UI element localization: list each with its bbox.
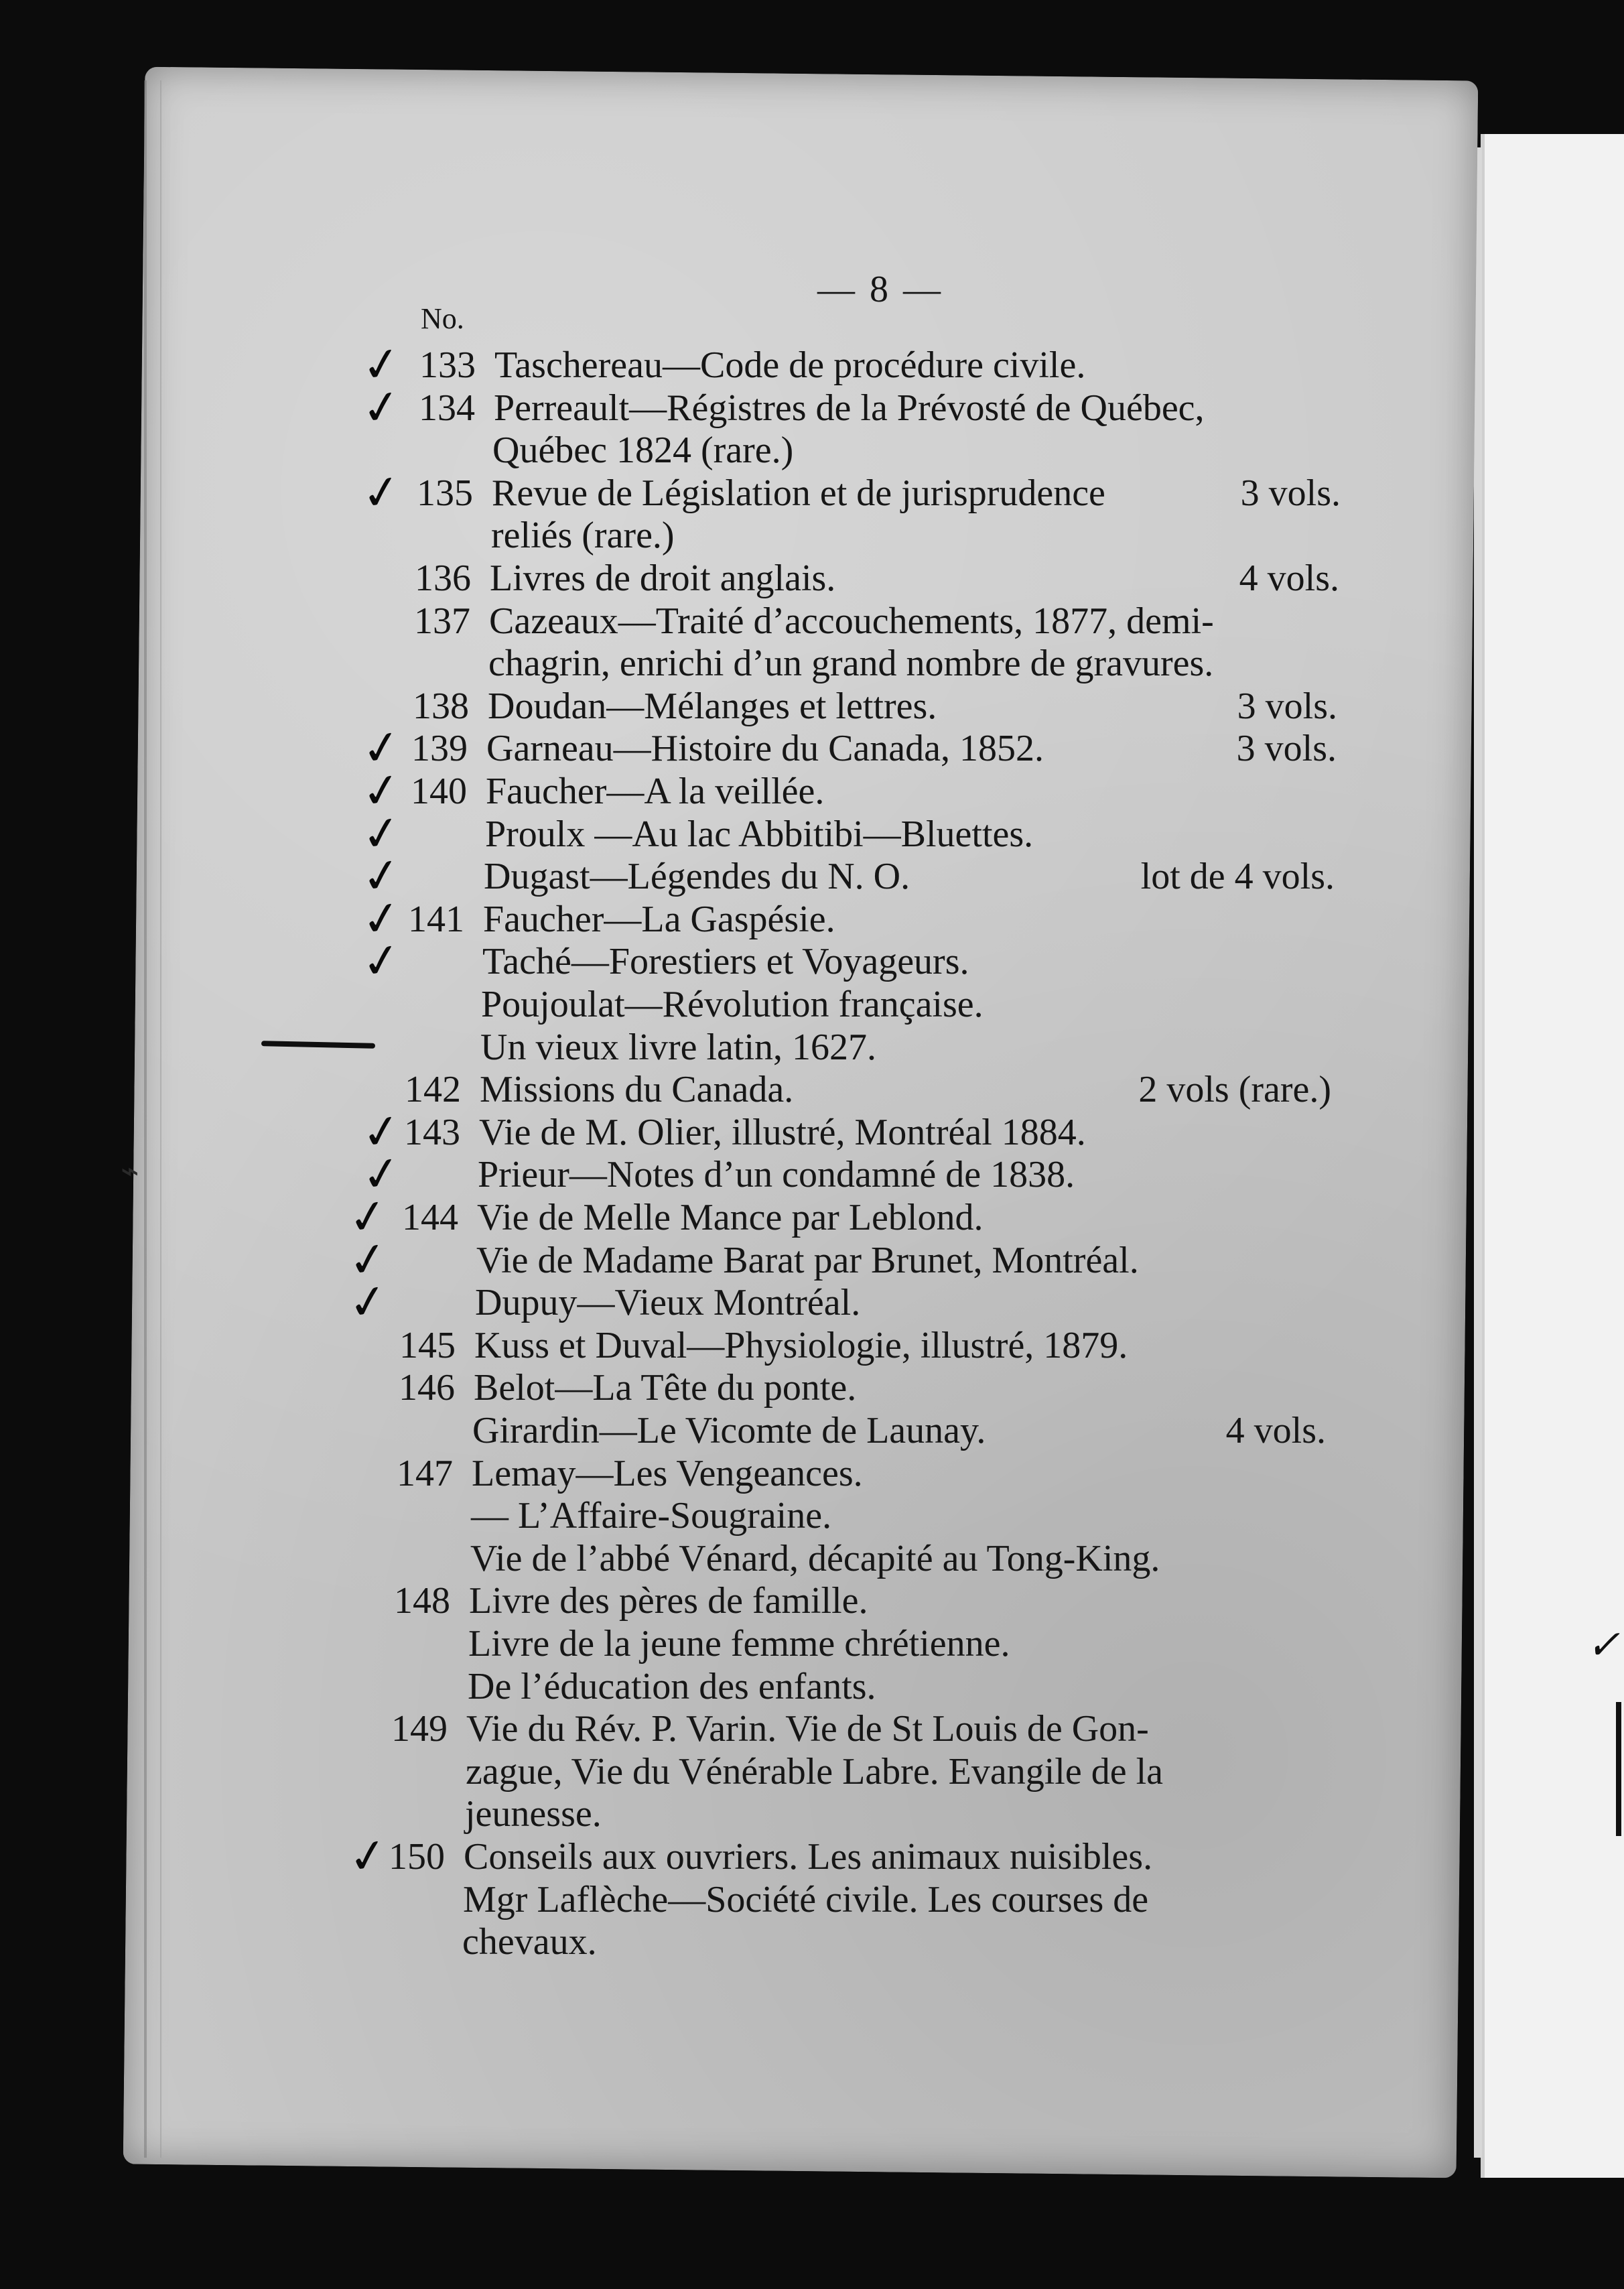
entry-title: Livres de droit anglais. bbox=[490, 558, 836, 599]
catalog-entry bbox=[0, 643, 1624, 683]
entry-title: Livre des pères de famille. bbox=[469, 1580, 868, 1622]
entry-volume-note: 3 vols. bbox=[1240, 472, 1341, 514]
catalog-entry bbox=[0, 686, 1624, 726]
entry-title: Taché—Forestiers et Voyageurs. bbox=[482, 941, 969, 982]
entry-number: 137 bbox=[414, 600, 470, 642]
checkmark-icon: ✓ bbox=[358, 761, 405, 821]
entry-volume-note: 3 vols. bbox=[1236, 728, 1337, 769]
entry-title: Vie du Rév. P. Varin. Vie de St Louis de Gon- bbox=[466, 1708, 1149, 1750]
catalog-entry bbox=[0, 1752, 1624, 1792]
entry-title: chagrin, enrichi d’un grand nombre de gravures. bbox=[488, 643, 1214, 684]
entry-number: 138 bbox=[413, 685, 469, 727]
checkmark-icon: ✓ bbox=[344, 1187, 392, 1247]
entry-title: Belot—La Tête du ponte. bbox=[474, 1367, 857, 1409]
entry-title: zague, Vie du Vénérable Labre. Evangile de la bbox=[466, 1751, 1163, 1792]
catalog-entry bbox=[0, 1272, 1624, 1332]
catalog-entry bbox=[0, 931, 1624, 991]
catalog-entry bbox=[0, 1187, 1624, 1247]
entry-volume-note: 4 vols. bbox=[1239, 558, 1339, 599]
checkmark-icon: ✓ bbox=[358, 931, 405, 991]
catalog-entry bbox=[0, 1325, 1624, 1366]
catalog-entry bbox=[0, 761, 1624, 821]
entry-title: Cazeaux—Traité d’accouchements, 1877, demi- bbox=[489, 600, 1214, 642]
entry-title: Vie de M. Olier, illustré, Montréal 1884. bbox=[479, 1112, 1086, 1153]
checkmark-icon: ✓ bbox=[358, 334, 405, 395]
checkmark-icon: ✓ bbox=[344, 1826, 392, 1886]
catalog-entry bbox=[0, 1826, 1624, 1886]
checkmark-icon: ✓ bbox=[344, 1230, 392, 1290]
catalog-entry bbox=[0, 1880, 1624, 1920]
catalog-entry bbox=[0, 1496, 1624, 1536]
facing-page-handwritten-mark: ✓ bbox=[1586, 1623, 1621, 1667]
catalog-entry bbox=[0, 515, 1624, 555]
entry-title: Missions du Canada. bbox=[480, 1069, 794, 1110]
checkmark-icon: ✓ bbox=[358, 889, 405, 949]
entry-title: Revue de Législation et de jurisprudence bbox=[492, 472, 1105, 514]
entry-title: Vie de l’abbé Vénard, décapité au Tong-King. bbox=[470, 1538, 1160, 1579]
entry-title: Livre de la jeune femme chrétienne. bbox=[468, 1623, 1010, 1664]
entry-volume-note: lot de 4 vols. bbox=[1140, 856, 1335, 897]
catalog-entry bbox=[0, 1144, 1624, 1204]
entry-title: Perreault—Régistres de la Prévosté de Québec, bbox=[494, 387, 1205, 429]
catalog-entry bbox=[0, 377, 1624, 438]
catalog-entry bbox=[0, 1922, 1624, 1962]
catalog-entry bbox=[0, 718, 1624, 778]
entry-title: Lemay—Les Vengeances. bbox=[472, 1453, 863, 1494]
entry-number: 144 bbox=[402, 1197, 458, 1238]
checkmark-icon: ✓ bbox=[358, 718, 405, 778]
entry-number: 142 bbox=[405, 1069, 461, 1110]
entry-number: 149 bbox=[391, 1708, 448, 1750]
entry-title: Poujoulat—Révolution française. bbox=[481, 984, 984, 1025]
catalog-entry bbox=[0, 334, 1624, 395]
catalog-entry bbox=[0, 1069, 1624, 1110]
entry-number: 136 bbox=[415, 558, 471, 599]
entry-title: Prieur—Notes d’un condamné de 1838. bbox=[478, 1154, 1075, 1195]
entry-title: Girardin—Le Vicomte de Launay. bbox=[472, 1410, 986, 1451]
catalog-entry bbox=[0, 803, 1624, 864]
entry-title: — L’Affaire-Sougraine. bbox=[471, 1495, 832, 1536]
checkmark-icon: ✓ bbox=[358, 377, 405, 438]
catalog-entry bbox=[0, 1368, 1624, 1408]
entry-title: jeunesse. bbox=[465, 1793, 602, 1835]
catalog-entry bbox=[0, 1709, 1624, 1749]
entry-number: 147 bbox=[397, 1453, 453, 1494]
entry-title: reliés (rare.) bbox=[491, 515, 675, 556]
checkmark-icon: ✓ bbox=[358, 1102, 405, 1162]
entry-number: 141 bbox=[408, 899, 464, 940]
catalog-entry bbox=[0, 1666, 1624, 1707]
entry-title: Dugast—Légendes du N. O. bbox=[484, 856, 910, 897]
entry-title: De l’éducation des enfants. bbox=[468, 1666, 876, 1707]
entry-volume-note: 2 vols (rare.) bbox=[1138, 1069, 1331, 1110]
entry-number: 135 bbox=[417, 472, 473, 514]
entry-title: Mgr Laflèche—Société civile. Les courses de bbox=[463, 1879, 1149, 1920]
entry-title: Québec 1824 (rare.) bbox=[492, 430, 794, 471]
entry-title: chevaux. bbox=[462, 1921, 597, 1963]
entry-title: Dupuy—Vieux Montréal. bbox=[475, 1282, 861, 1323]
entry-title: Un vieux livre latin, 1627. bbox=[480, 1027, 877, 1068]
catalog-entry bbox=[0, 1624, 1624, 1664]
catalog-entry bbox=[0, 1230, 1624, 1290]
entry-volume-note: 3 vols. bbox=[1237, 685, 1337, 727]
entry-title: Vie de Melle Mance par Leblond. bbox=[477, 1197, 984, 1238]
entry-title: Kuss et Duval—Physiologie, illustré, 1879. bbox=[474, 1325, 1128, 1366]
entry-number: 150 bbox=[389, 1836, 445, 1878]
entry-title: Faucher—A la veillée. bbox=[486, 771, 825, 812]
checkmark-icon: ✓ bbox=[358, 462, 405, 523]
number-column-label: No. bbox=[421, 302, 464, 335]
catalog-entry bbox=[0, 1027, 1624, 1067]
catalog-entry bbox=[0, 1539, 1624, 1579]
entry-title: Conseils aux ouvriers. Les animaux nuisibles. bbox=[464, 1836, 1153, 1878]
entry-number: 146 bbox=[399, 1367, 455, 1409]
catalog-entry bbox=[0, 1581, 1624, 1621]
entry-volume-note: 4 vols. bbox=[1225, 1410, 1326, 1451]
checkmark-icon: ✓ bbox=[344, 1272, 392, 1332]
entry-number: 140 bbox=[411, 771, 467, 812]
checkmark-icon: ✓ bbox=[358, 1144, 405, 1204]
catalog-entry bbox=[0, 1794, 1624, 1834]
catalog-entry bbox=[0, 601, 1624, 641]
entry-title: Taschereau—Code de procédure civile. bbox=[494, 344, 1086, 386]
catalog-entry bbox=[0, 1453, 1624, 1494]
handwritten-smudge: ⌁ bbox=[121, 1154, 139, 1188]
catalog-entry bbox=[0, 462, 1624, 523]
checkmark-icon: ✓ bbox=[358, 803, 405, 864]
entry-title: Faucher—La Gaspésie. bbox=[483, 899, 835, 940]
entry-title: Vie de Madame Barat par Brunet, Montréal. bbox=[476, 1240, 1139, 1281]
entry-number: 143 bbox=[404, 1112, 460, 1153]
catalog-entry bbox=[0, 1411, 1624, 1451]
entry-number: 145 bbox=[399, 1325, 456, 1366]
catalog-entry bbox=[0, 430, 1624, 470]
entry-title: Doudan—Mélanges et lettres. bbox=[488, 685, 937, 727]
page-number: — 8 — bbox=[817, 269, 943, 310]
entry-number: 134 bbox=[419, 387, 475, 429]
catalog-entry bbox=[0, 889, 1624, 949]
entry-number: 133 bbox=[419, 344, 476, 386]
catalog-entry bbox=[0, 846, 1624, 906]
entry-number: 139 bbox=[411, 728, 468, 769]
entry-title: Garneau—Histoire du Canada, 1852. bbox=[486, 728, 1044, 769]
catalog-entry bbox=[0, 984, 1624, 1025]
entry-number: 148 bbox=[394, 1580, 450, 1622]
catalog-entry bbox=[0, 558, 1624, 598]
checkmark-icon: ✓ bbox=[358, 846, 405, 906]
catalog-entry bbox=[0, 1102, 1624, 1162]
entry-title: Proulx —Au lac Abbitibi—Bluettes. bbox=[485, 813, 1034, 855]
